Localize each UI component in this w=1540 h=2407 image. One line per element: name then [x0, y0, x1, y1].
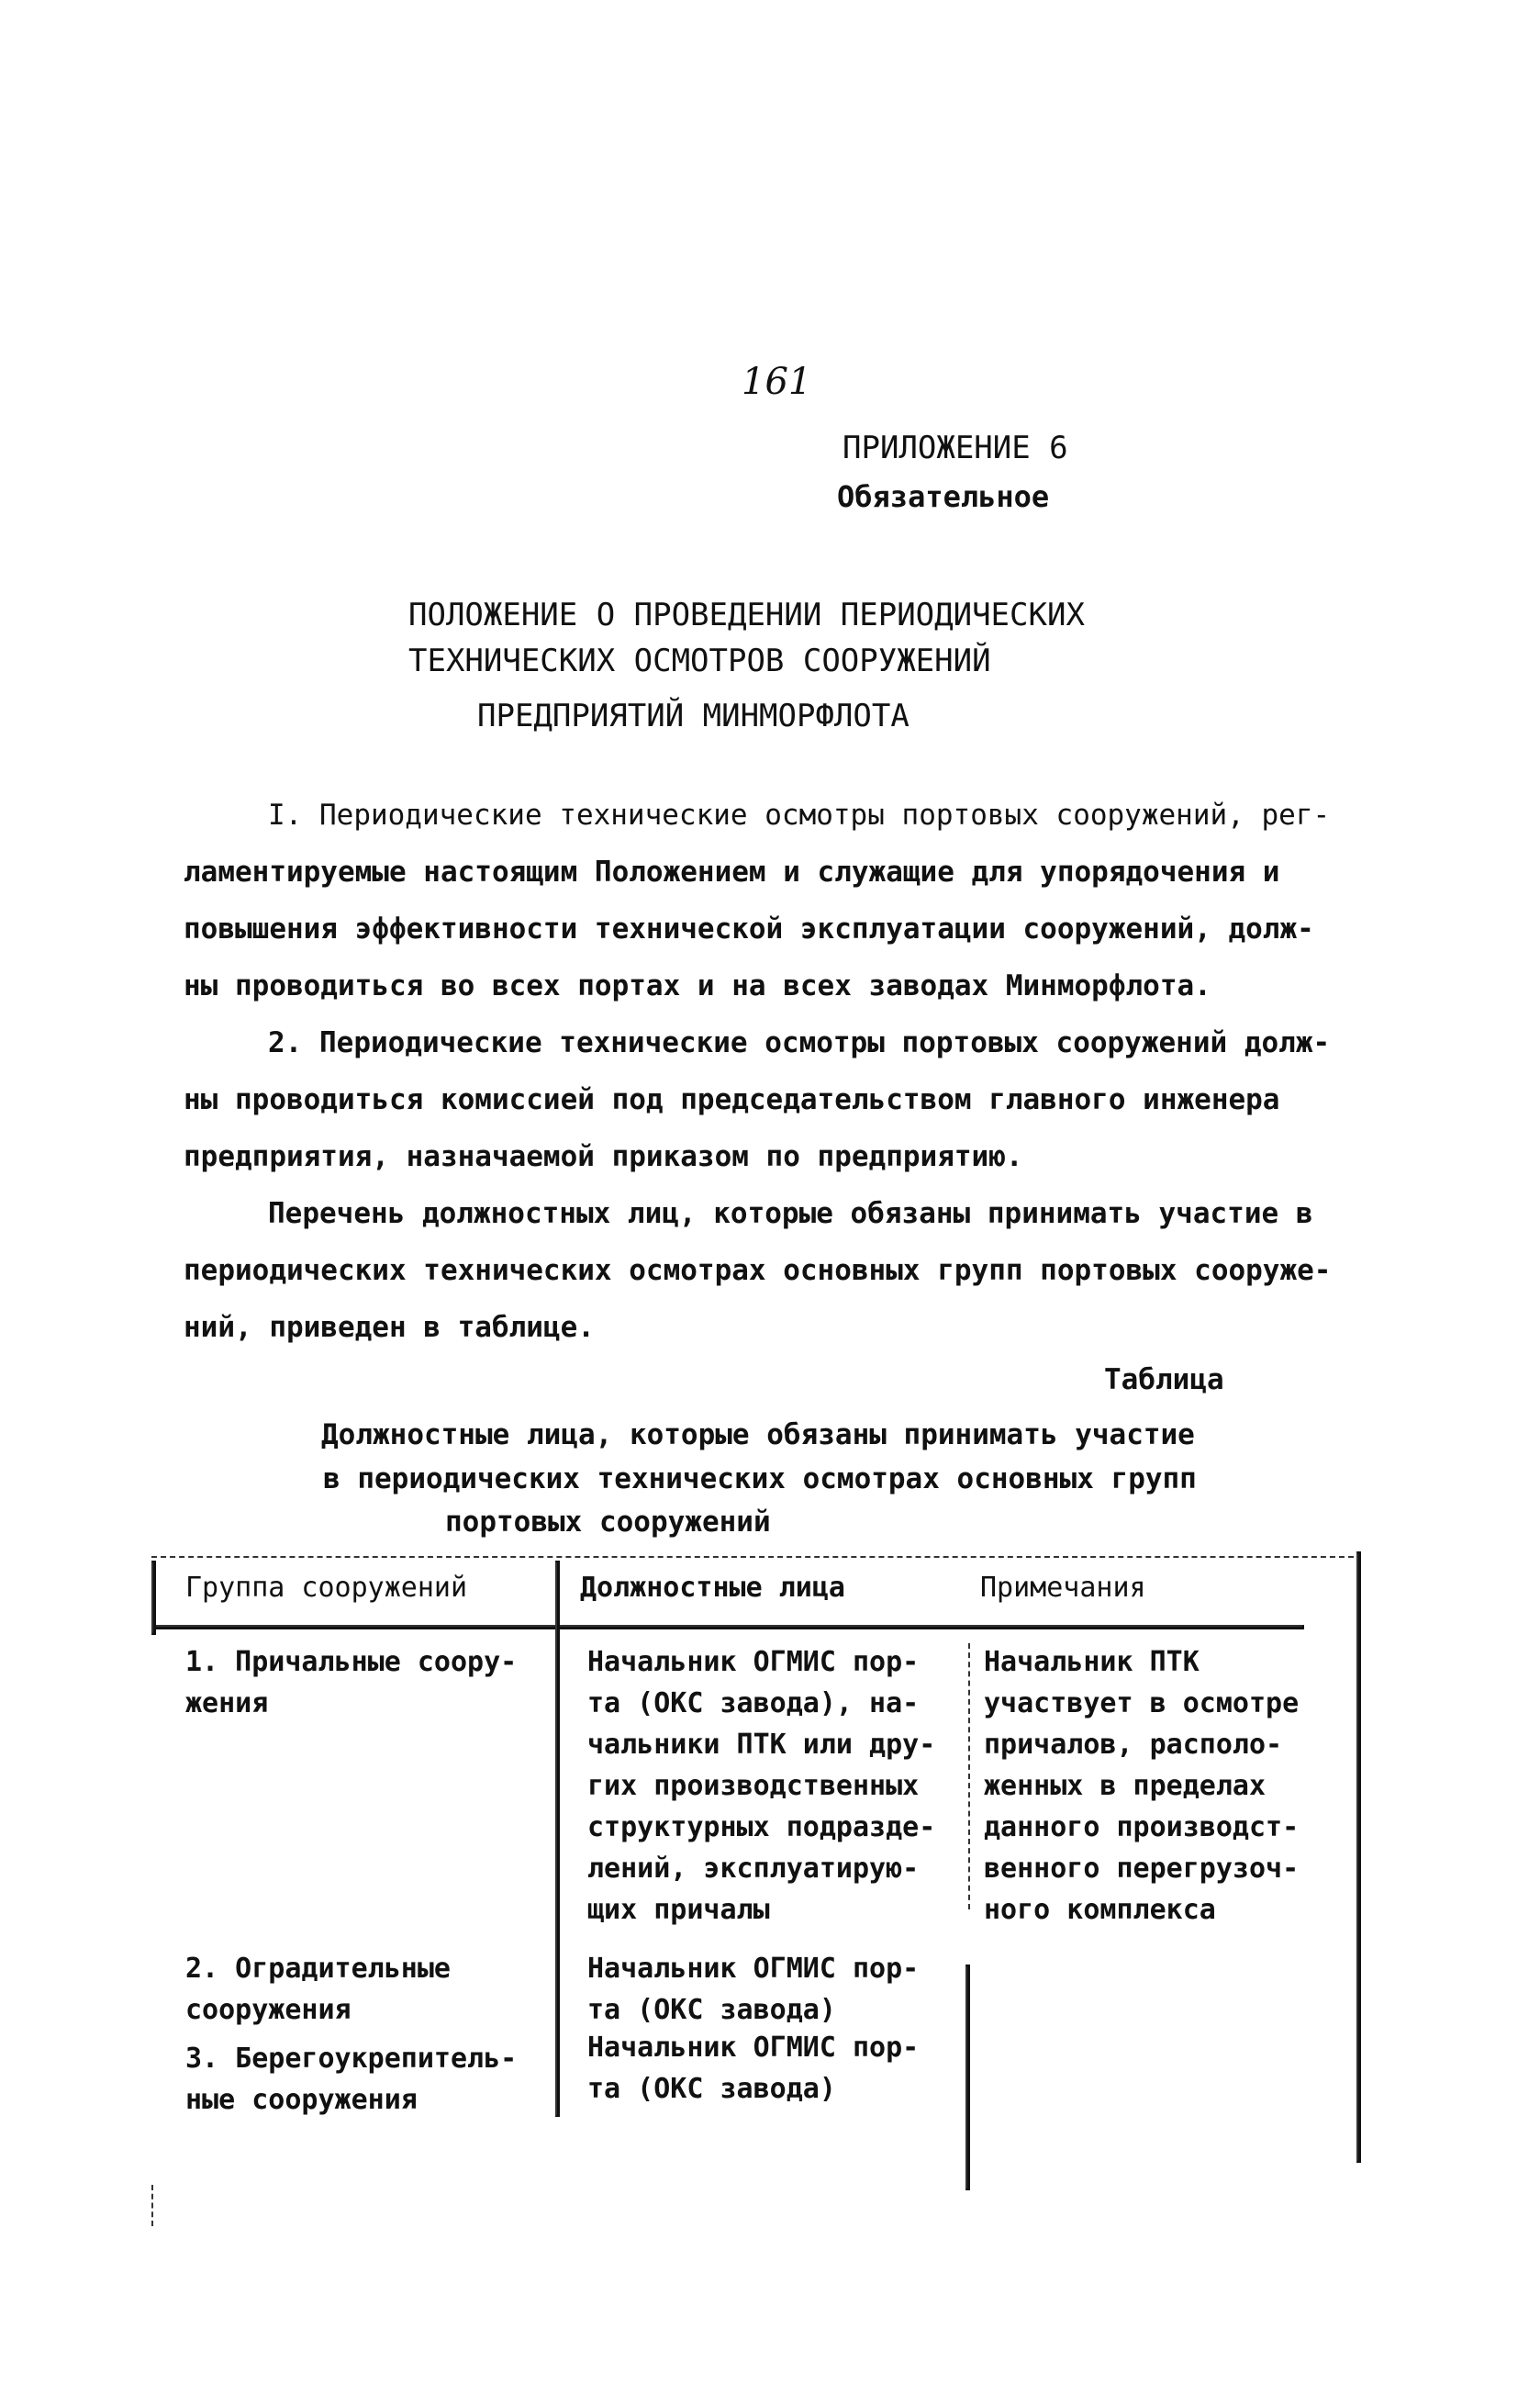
table-col-rule-1 — [555, 1561, 560, 2117]
table-label: Таблица — [1104, 1363, 1224, 1396]
table-cell-officials: Начальник ОГМИС пор- та (ОКС завода) — [587, 1953, 920, 2026]
body-line: 2. Периодические технические осмотры портовых сооружений долж- — [268, 1026, 1331, 1059]
table-header-notes: Примечания — [980, 1572, 1146, 1604]
body-line: повышения эффективности технической эксплуатации сооружений, долж- — [184, 912, 1314, 946]
table-header-rule — [151, 1625, 1304, 1629]
body-line: ний, приведен в таблице. — [184, 1311, 595, 1344]
table-left-rule-tail — [151, 2185, 153, 2226]
body-line: Перечень должностных лиц, которые обязаны принимать участие в — [268, 1197, 1313, 1230]
table-cell-group: 1. Причальные соору- жения — [185, 1646, 518, 1719]
body-line: ны проводиться комиссией под председательством главного инженера — [184, 1083, 1280, 1116]
table-top-rule — [151, 1556, 1354, 1558]
appendix-title: ПРИЛОЖЕНИЕ 6 — [843, 430, 1068, 466]
table-cell-notes: Начальник ПТК участвует в осмотре причалов, располо- женных в пределах данного производст- венного перегрузоч- ного комплекса — [984, 1646, 1300, 1926]
page-number: 161 — [742, 361, 812, 403]
table-caption-line: Должностные лица, которые обязаны принимать участие — [321, 1418, 1195, 1451]
table-header-officials: Должностные лица — [580, 1572, 845, 1604]
table-cell-group: 3. Берегоукрепитель- ные сооружения — [185, 2043, 518, 2116]
body-line: ны проводиться во всех портах и на всех заводах Минморфлота. — [184, 969, 1211, 1002]
table-col-rule-2 — [968, 1643, 970, 1909]
table-caption-line: портовых сооружений — [445, 1506, 771, 1539]
table-cell-group: 2. Оградительные сооружения — [185, 1953, 451, 2026]
body-line: ламентируемые настоящим Положением и служащие для упорядочения и — [184, 856, 1280, 889]
table-cell-officials: Начальник ОГМИС пор- та (ОКС завода) — [587, 2032, 920, 2105]
table-left-rule — [151, 1561, 156, 1635]
body-line: I. Периодические технические осмотры портовых сооружений, рег- — [268, 799, 1331, 832]
heading-line-2: ТЕХНИЧЕСКИХ ОСМОТРОВ СООРУЖЕНИЙ — [408, 643, 991, 679]
appendix-status: Обязательное — [837, 479, 1050, 514]
body-line: периодических технических осмотрах основных групп портовых сооруже- — [184, 1254, 1332, 1287]
table-header-group: Группа сооружений — [185, 1572, 468, 1604]
body-line: предприятия, назначаемой приказом по предприятию. — [184, 1140, 1023, 1173]
table-col-rule-2b — [965, 1965, 970, 2190]
table-caption-line: в периодических технических осмотрах основных групп — [323, 1462, 1197, 1495]
heading-line-3: ПРЕДПРИЯТИЙ МИНМОРФЛОТА — [477, 698, 909, 734]
table-cell-officials: Начальник ОГМИС пор- та (ОКС завода), на- чальники ПТК или дру- гих производственных структурных подразде- лений, эксплуатирую- щих причалы — [587, 1646, 936, 1926]
heading-line-1: ПОЛОЖЕНИЕ О ПРОВЕДЕНИИ ПЕРИОДИЧЕСКИХ — [408, 597, 1085, 633]
table-right-rule — [1356, 1551, 1361, 2163]
